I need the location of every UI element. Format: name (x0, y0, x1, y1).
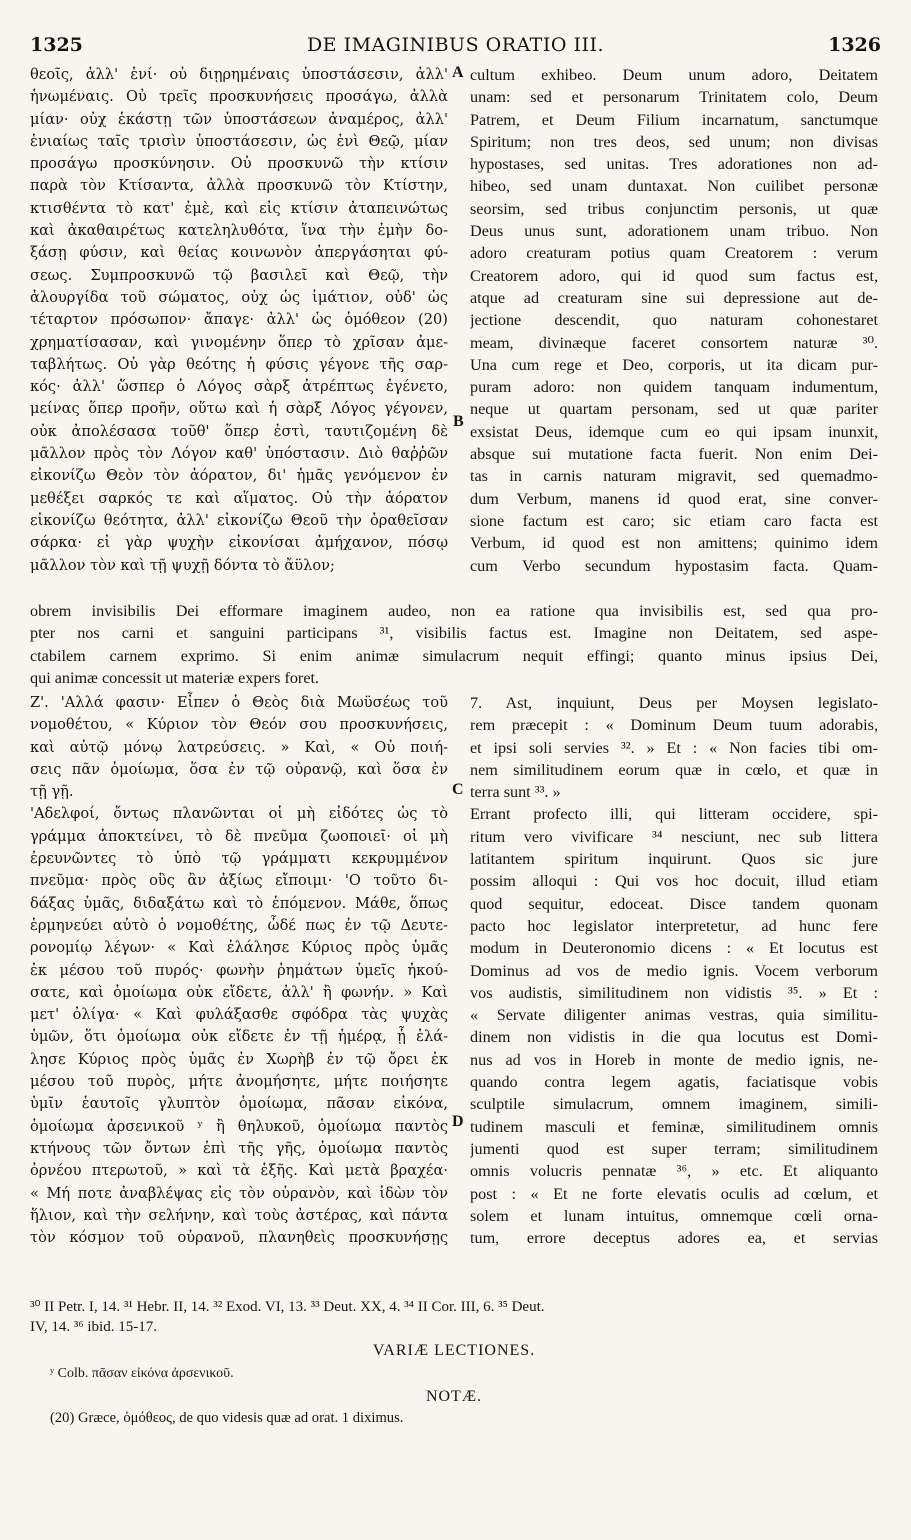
text-line: Dominus ad vos de medio ignis. Vocem verborum (470, 961, 878, 980)
text-line: pacto hoc legislator interpretetur, ad hunc fere (470, 916, 878, 935)
text-line: γράμμα ἀποκτείνει, τὸ δὲ πνεῦμα ζωοποιεῖ· οἱ μὴ (30, 827, 448, 845)
text-line: Errant profecto illi, qui litteram occidere, spi- (470, 805, 878, 824)
text-line: σεως. Συμπροσκυνῶ τῷ βασιλεῖ καὶ Θεῷ, τὴν (30, 266, 448, 284)
text-line: Ζ'. 'Αλλά φασιν· Εἶπεν ὁ Θεὸς διὰ Μωϋσέως τοῦ (30, 694, 448, 711)
text-line: adoro creaturam potius quam Creatorem : verum (470, 244, 878, 263)
text-line: τὸν κόσμον τοῦ οὐρανοῦ, πλανηθεὶς προσκυνήσῃς (30, 1229, 448, 1247)
text-line: sione factum est caro; sic etiam caro facta est (470, 511, 878, 530)
text-line: μεθέξει σαρκός τε καὶ αἵματος. Οὐ τὴν ἀόρατον (30, 489, 448, 507)
text-line: seorsim, sed tribus conjunctim personis, ut quæ (470, 199, 878, 218)
text-line: dum Verbum, manens id quod erat, sine conver- (470, 489, 878, 508)
text-line: σατε, καὶ ὁμοίωμα οὐκ εἴδετε, ἀλλ' ἢ φωνήν. » Καὶ (30, 983, 448, 1001)
text-line: et ipsi soli servies ³². » Et : « Non facies tibi om- (470, 738, 878, 757)
text-line: quod sequitur, edoceat. Disce tandem quonam (470, 894, 878, 913)
text-line: ξάσῃ φύσιν, καὶ θείας κοινωνὸν ἀπεργάσηται φύ- (30, 244, 448, 262)
text-line: « Μή ποτε ἀναβλέψας εἰς τὸν οὐρανὸν, καὶ ἰδὼν τὸν (30, 1184, 448, 1202)
text-line: jectione descendit, quo naturam cohonestaret (470, 311, 878, 330)
text-line: ὀρνέου πτερωτοῦ, » καὶ τὰ ἑξῆς. Καὶ μετὰ βραχέα· (30, 1162, 448, 1180)
text-line: tas in carnis naturam migravit, sed quemadmo- (470, 467, 878, 486)
text-line: absque sui mutatione facta fuerit. Non enim Dei- (470, 445, 878, 464)
text-line: nus ad vos in Horeb in monte de medio ignis, ne- (470, 1050, 878, 1069)
text-line: μέσου τοῦ πυρὸς, μήτε ἀνομήσητε, μήτε ποιήσητε (30, 1073, 448, 1091)
text-line: obrem invisibilis Dei efformare imaginem audeo, non ea ratione qua invisibilis est, sed qua pro- (30, 602, 878, 620)
text-line: puram adoro: non quidem tanquam indumentum, (470, 378, 878, 397)
text-line: quando contra legem agatis, faciatisque vobis (470, 1073, 878, 1092)
text-line: sculptile simulacrum, omnem imaginem, simili- (470, 1095, 878, 1114)
text-line: θεοῖς, ἀλλ' ἑνί· οὐ διῃρημέναις ὑποστάσεσιν, ἀλλ' (30, 66, 448, 83)
footnote-references: ³⁰ II Petr. I, 14. ³¹ Hebr. II, 14. ³² Exod. VI, 13. ³³ Deut. XX, 4. ³⁴ II Cor. III, 6. ³⁵ Deut. (30, 1299, 545, 1315)
text-line: μείνας ὅπερ προῆν, οὕτω καὶ ἡ σὰρξ Λόγος γέγονεν, (30, 400, 448, 418)
text-line: πνεῦμα· πρὸς οὓς ἂν ἀξίως εἴποιμι· 'Ο τοῦτο δι- (30, 872, 448, 890)
text-line: ὁμοίωμα ἀρσενικοῦ ʸ ἢ θηλυκοῦ, ὁμοίωμα παντὸς (30, 1117, 448, 1135)
variae-lectiones-entry: ʸ Colb. πᾶσαν εἰκόνα ἀρσενικοῦ. (50, 1366, 234, 1381)
text-line: jumenti quod est super terram; similitudinem (470, 1139, 878, 1158)
text-line: Deus unus sunt, adorationem unam tribuo. Non (470, 222, 878, 241)
text-line: ἡνωμέναις. Οὐ τρεῖς προσκυνήσεις προσάγω, ἀλλὰ (30, 88, 448, 106)
text-line: λησε Κύριος πρὸς ὑμᾶς ἐν Χωρὴβ ἐν τῷ ὄρει ἐκ (30, 1050, 448, 1068)
text-line: μᾶλλον τὸν καὶ τῇ ψυχῇ δόντα τὸ ἄϋλον; (30, 556, 335, 574)
text-line: κτισθέντα τὸ κατ' ἐμὲ, καὶ εἰς κτίσιν ἀταπεινώτως (30, 199, 448, 217)
notae-heading: NOTÆ. (425, 1388, 483, 1405)
margin-letter-c: C (452, 781, 464, 798)
text-line: τῇ γῇ. (30, 783, 74, 801)
footnote-references-continued: IV, 14. ³⁶ ibid. 15-17. (30, 1319, 157, 1335)
text-line: κός· ἀλλ' ὥσπερ ὁ Λόγος σὰρξ ἀτρέπτως ἐγένετο, (30, 378, 448, 396)
text-line: latitantem spiritum inquirunt. Quos sic jure (470, 850, 878, 869)
text-line: μίαν· οὐχ ἑκάστῃ τῶν ὑποστάσεων ἀναμέρος, ἀλλ' (30, 110, 448, 128)
text-line: post : « Et ne forte elevatis oculis ad cœlum, et (470, 1184, 878, 1203)
text-line: possim alloqui : Qui vos hoc docuit, illud etiam (470, 872, 878, 891)
text-line: καὶ ἀκαθαιρέτως κατεληλυθότα, ἵνα τὴν ἐμὴν δο- (30, 222, 448, 240)
text-line: nem similitudinem eorum quæ in cœlo, et quæ in (470, 760, 878, 779)
text-line: exsistat Deus, idemque cum eo qui ipsam inunxit, (470, 422, 878, 441)
text-line: 'Αδελφοί, ὄντως πλανῶνται οἱ μὴ εἰδότες ὡς τὸ (30, 805, 448, 823)
latin-full-width-passage (30, 600, 878, 689)
text-line: ritum vero vivificare ³⁴ nesciunt, nec sub littera (470, 827, 878, 846)
text-line: « Servate diligenter animas vestras, quia similitu- (470, 1006, 878, 1025)
text-line: κτήνους τῶν ὄντων ἐπὶ τῆς γῆς, ὁμοίωμα παντὸς (30, 1139, 448, 1157)
text-line: καὶ αὐτῷ μόνῳ λατρεύσεις. » Καὶ, « Οὐ ποιή- (30, 738, 448, 756)
text-line: pter nos carni et sanguini participans ³¹, visibilis factus est. Imagine non Deitatem, sed aspe- (30, 624, 878, 643)
text-line: meam, divinæque faceret consortem naturæ ³⁰. (470, 333, 878, 352)
text-line: Creatorem adoro, qui id quod sum factus est, (470, 266, 878, 285)
text-line: tudinem masculi et feminæ, similitudinem omnis (470, 1117, 878, 1136)
notae-entry: (20) Græce, ὁμόθεος, de quo videsis quæ ad orat. 1 diximus. (50, 1410, 404, 1426)
text-line: hypostases, sed unitas. Tres adorationes non ad- (470, 155, 878, 174)
text-line: ἐκ μέσου τοῦ πυρός· φωνὴν ῥημάτων ὑμεῖς ἠκού- (30, 961, 448, 979)
text-line: atque ad creaturam sine sui depressione aut de- (470, 288, 878, 307)
text-line: ὑμῶν, ὅτι ὁμοίωμα οὐκ εἴδετε ἐν τῇ ἡμέρᾳ, ᾗ ἐλά- (30, 1028, 448, 1046)
text-line: qui animæ concessit ut materiæ expers foret. (30, 668, 320, 687)
text-line: Spiritum; non tres deos, sed unum; non divisas (470, 132, 878, 151)
margin-letter-d: D (452, 1113, 464, 1130)
running-title: DE IMAGINIBUS ORATIO III. (306, 34, 605, 56)
text-line: ἑρμηνεύει αὐτὸ ὁ νομοθέτης, ὧδέ πως ἐν τῷ Δευτε- (30, 916, 448, 934)
text-line: ἐρευνῶντες τὸ ὑπὸ τῷ γράμματι κεκρυμμένον (30, 850, 448, 868)
text-line: solem et lunam intuitus, omnemque cœli orna- (470, 1206, 878, 1225)
margin-letter-b: B (453, 413, 464, 430)
text-line: ἥλιον, καὶ τὴν σελήνην, καὶ τοὺς ἀστέρας, καὶ πάντα (30, 1206, 448, 1224)
page-number-left: 1325 (30, 34, 83, 56)
text-line: μᾶλλον πρὸς τὸν Λόγον καθ' ὑπόστασιν. Διὸ θαῤῥῶν (30, 445, 448, 463)
greek-column-top (30, 64, 448, 577)
text-line: omnis volucris pennatæ ³⁶, » etc. Et aliquanto (470, 1162, 878, 1181)
page-number-right: 1326 (828, 34, 881, 56)
text-line: ἁλουργίδα τοῦ σώματος, οὐχ ὡς ἱμάτιον, οὐδ' ὡς (30, 288, 448, 306)
text-line: ρονομίῳ λέγων· « Καὶ ἐλάλησε Κύριος πρὸς ὑμᾶς (30, 939, 448, 957)
text-line: vos audistis, similitudinem non vidistis ³⁵. » Et : (470, 983, 878, 1002)
page-header (30, 34, 881, 60)
text-line: εἰκονίζω Θεὸν τὸν ἀόρατον, δι' ἡμᾶς γενόμενον ἐν (30, 467, 448, 485)
margin-letter-a: A (452, 64, 464, 81)
text-line: μετ' ὀλίγα· « Καὶ φυλάξασθε σφόδρα τὰς ψυχὰς (30, 1006, 448, 1024)
text-line: Una cum rege et Deo, corporis, ut ita dicam pur- (470, 355, 878, 374)
text-line: τέταρτον πρόσωπον· ἄπαγε· ἀλλ' ὡς ὁμόθεον (20) (30, 311, 448, 329)
text-line: hibeo, sed unam duntaxat. Non cuilibet personæ (470, 177, 878, 196)
text-line: ταβλήτως. Οὐ γὰρ θεότης ἡ φύσις γέγονε τῆς σαρ- (30, 355, 448, 373)
text-line: terra sunt ³³. » (470, 783, 561, 802)
text-line: neque ut quartam personam, sed ut quæ pariter (470, 400, 878, 419)
text-line: cum Verbo secundum hypostasim facta. Quam- (470, 556, 878, 575)
text-line: δάξας ὑμᾶς, διδαξάτω καὶ τὸ ἑπόμενον. Μάθε, ὅπως (30, 894, 448, 912)
text-line: Verbum, id quod est non amittens; quinimo idem (470, 534, 878, 553)
latin-column-top (470, 64, 878, 577)
text-line: ctabilem carnem exprimo. Si enim animæ simulacrum nequit effingi; quanto minus ipsius Dei, (30, 646, 878, 665)
text-line: cultum exhibeo. Deum unum adoro, Deitatem (470, 66, 878, 84)
text-line: σεις πᾶν ὁμοίωμα, ὅσα ἐν τῷ οὐρανῷ, καὶ ὅσα ἐν (30, 760, 448, 778)
variae-lectiones-heading: VARIÆ LECTIONES. (372, 1342, 536, 1359)
text-line: οὐκ ἀπολέσασα τοῦθ' ὅπερ ἐστὶ, ταυτιζομένη δὲ (30, 422, 448, 440)
text-line: 7. Ast, inquiunt, Deus per Moysen legislato- (470, 694, 878, 712)
text-line: νομοθέτου, « Κύριον τὸν Θεόν σου προσκυνήσεις, (30, 716, 448, 734)
text-line: σάρκα· εἰ γὰρ ψυχὴν εἰκονίσαι ἀμήχανον, πόσῳ (30, 534, 448, 552)
text-line: modum in Deuteronomio dicens : « Et locutus est (470, 939, 878, 958)
text-line: rem præcepit : « Dominum Deum tuum adorabis, (470, 716, 878, 735)
text-line: Patrem, et Deum Filium incarnatum, sanctumque (470, 110, 878, 129)
text-line: unam: sed et personarum Trinitatem colo, Deum (470, 88, 878, 107)
text-line: εἰκονίζω θεότητα, ἀλλ' εἰκονίζω Θεοῦ τὴν ὁραθεῖσαν (30, 511, 448, 529)
latin-column-bottom (470, 692, 878, 1249)
text-line: προσάγω προσκύνησιν. Οὐ προσκυνῶ τὴν κτίσιν (30, 155, 448, 173)
text-line: ἑνιαίως ταῖς τρισὶν ὑποστάσεσιν, ὡς ἑνὶ Θεῷ, μίαν (30, 132, 448, 150)
text-line: παρὰ τὸν Κτίσαντα, ἀλλὰ προσκυνῶ τὸν Κτίστην, (30, 177, 448, 195)
text-line: χρηματίσασαν, καὶ γινομένην ὅπερ τὸ χρῖσαν ἀμε- (30, 333, 448, 351)
text-line: dinem non vidistis in die qua locutus est Domi- (470, 1028, 878, 1047)
greek-column-bottom (30, 692, 448, 1249)
text-line: ὑμῖν ἑαυτοῖς γλυπτὸν ὁμοίωμα, πᾶσαν εἰκόνα, (30, 1095, 448, 1113)
text-line: tum, errore deceptus adores ea, et servias (470, 1229, 878, 1248)
